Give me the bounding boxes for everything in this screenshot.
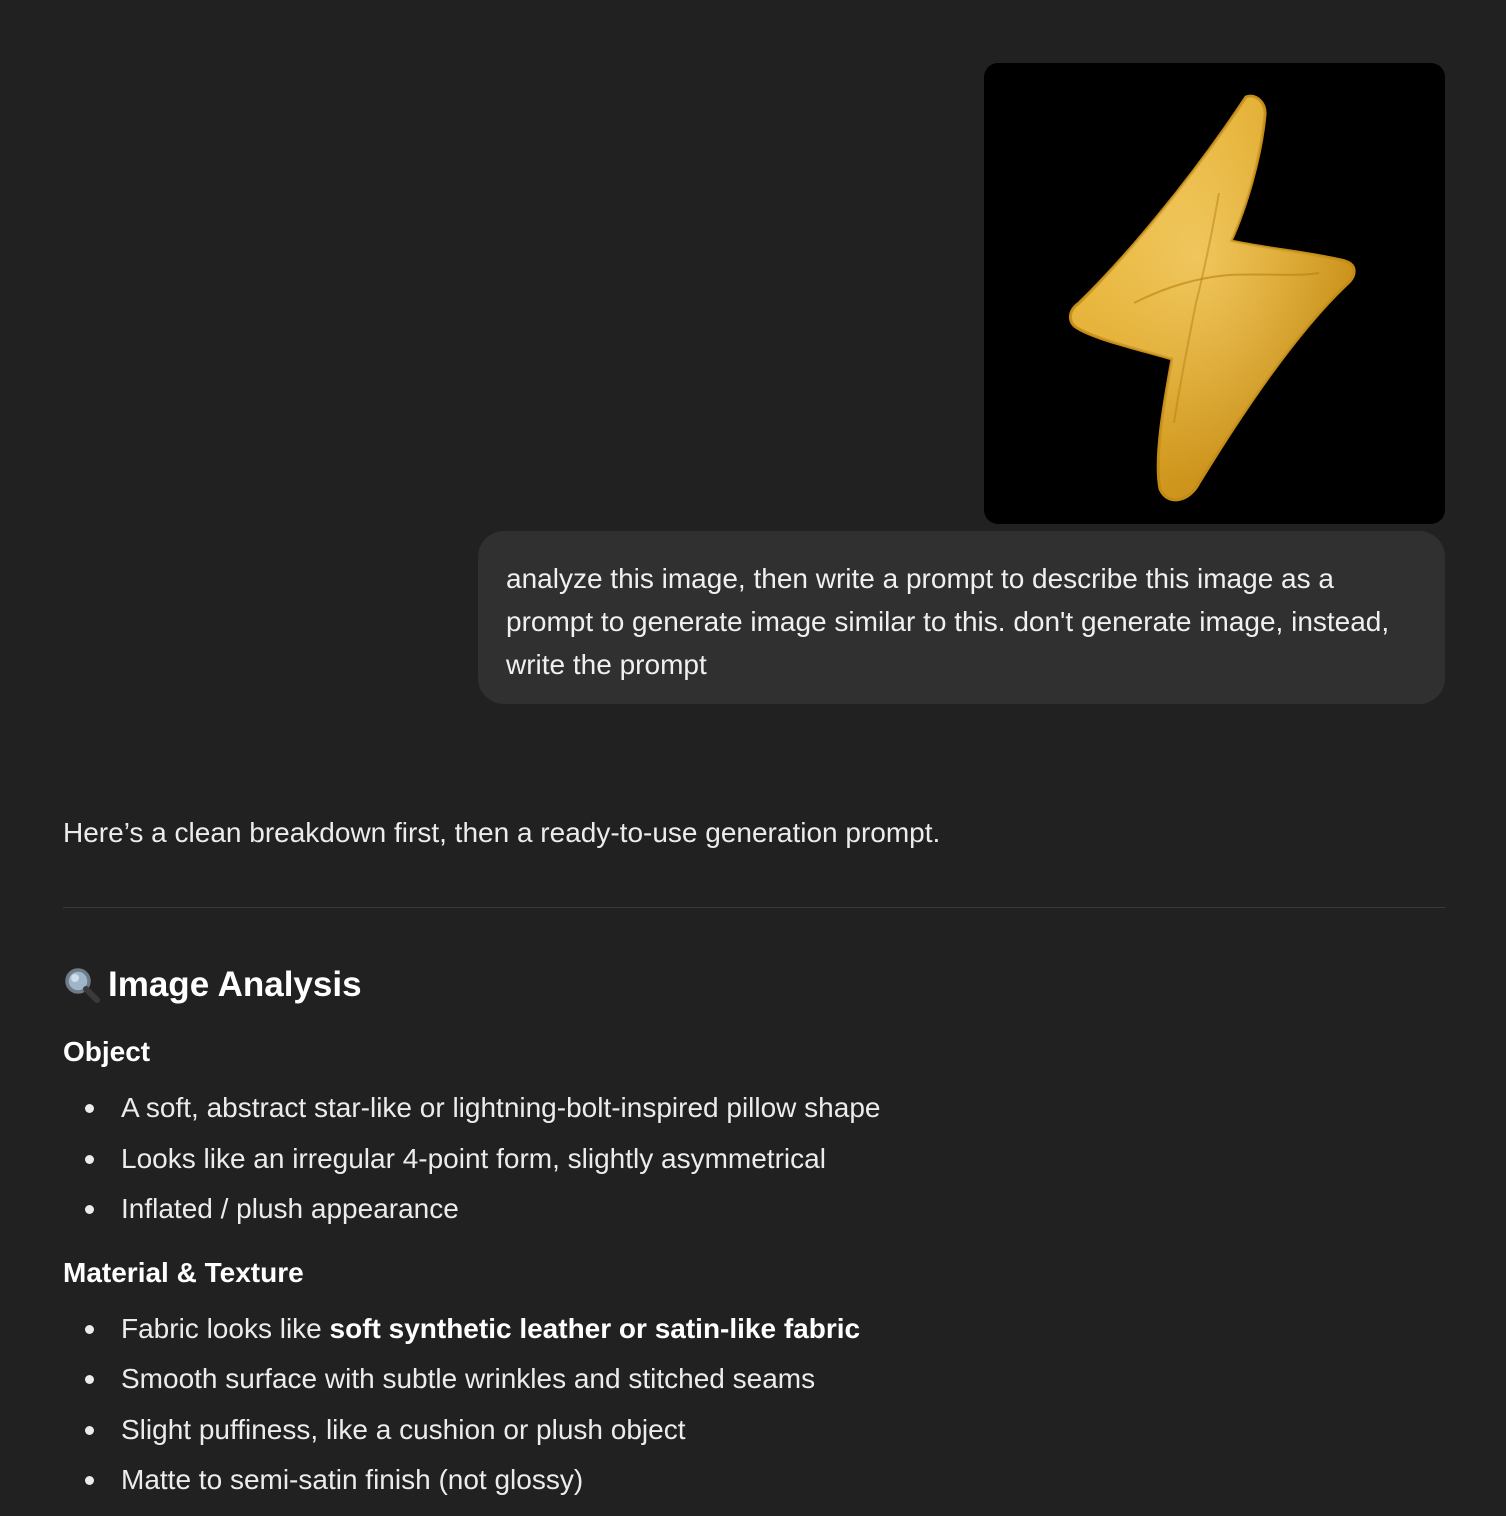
bullet-icon (85, 1325, 94, 1334)
user-message-bubble (478, 531, 1445, 704)
list-item: Slight puffiness, like a cushion or plush object (63, 1405, 1445, 1456)
bullet-icon (85, 1426, 94, 1435)
uploaded-image[interactable] (984, 63, 1445, 524)
list-item: Smooth surface with subtle wrinkles and stitched seams (63, 1354, 1445, 1405)
magnifying-glass-icon (63, 966, 101, 1004)
object-list (63, 1083, 1445, 1235)
subheading-object: Object (63, 1036, 151, 1067)
divider (63, 907, 1445, 908)
list-item: Looks like an irregular 4-point form, slightly asymmetrical (63, 1134, 1445, 1185)
bullet-icon (85, 1205, 94, 1214)
material-list (63, 1304, 1445, 1506)
section-title-text: Image Analysis (108, 965, 362, 1004)
bullet-icon (85, 1476, 94, 1485)
assistant-message (63, 808, 1445, 1506)
list-item: Fabric looks like soft synthetic leather or satin-like fabric (63, 1304, 1445, 1355)
section-heading-image-analysis (63, 960, 1445, 1010)
user-message-text: analyze this image, then write a prompt to describe this image as a prompt to generate image similar to this. don't generate image, instead, write the prompt (506, 563, 1390, 680)
bold-text: soft synthetic leather or satin-like fabric (329, 1312, 861, 1344)
lightning-pillow-image (984, 63, 1445, 524)
assistant-intro: Here’s a clean breakdown first, then a ready-to-use generation prompt. (63, 817, 941, 848)
bullet-icon (85, 1155, 94, 1164)
list-item: A soft, abstract star-like or lightning-bolt-inspired pillow shape (63, 1083, 1445, 1134)
bullet-icon (85, 1375, 94, 1384)
list-item: Matte to semi-satin finish (not glossy) (63, 1455, 1445, 1506)
subheading-material-texture: Material & Texture (63, 1256, 304, 1288)
list-item: Inflated / plush appearance (63, 1184, 1445, 1235)
bullet-icon (85, 1104, 94, 1113)
